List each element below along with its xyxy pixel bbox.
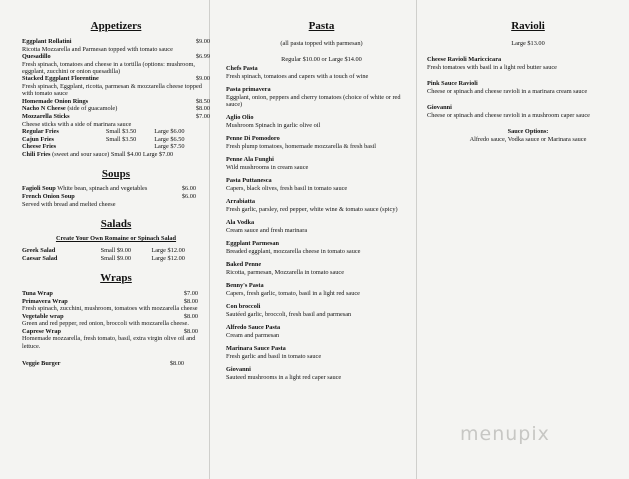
sauce-options-list: Alfredo sauce, Vodka sauce or Marinara sauce [469,136,587,143]
wraps-list [22,290,210,368]
menu-item: Aglio Olio Mushroom Spinach in garlic olive oil [226,114,321,129]
menu-item-desc: Fresh spinach, Eggplant, ricotta, parmesan & mozzarella cheese topped with tomato sauce [22,83,202,98]
menu-item: Caprese Wrap $8.00 [22,327,198,335]
menu-item: Eggplant Rollatini $9.00 [22,38,210,45]
chili-fries-row: Chili Fries (sweet and sour sauce) Small $4.00 Large $7.00 [22,150,174,158]
fries-row: Cajun Fries Small $3.50 Large $6.50 [22,135,185,143]
menu-item: Penne Di Pomodoro Fresh plump tomatoes, homemade mozzarella & fresh basil [226,135,377,150]
menu-item: Arrabiatta Fresh garlic, parsley, red pepper, white wine & tomato sauce (spicy) [226,198,398,213]
menu-item: Pasta Puttanesca Capers, black olives, fresh basil in tomato sauce [226,177,348,192]
fries-row: Regular Fries Small $3.50 Large $6.00 [22,128,185,135]
menu-item: Marinara Sauce Pasta Fresh garlic and basil in tomato sauce [226,345,322,360]
ravioli-list [427,56,629,119]
menu-item: Con broccoli Sautéed garlic, broccoli, fresh basil and parmesan [226,303,352,318]
menu-column-right [417,0,629,479]
menu-item: Cheese Ravioli Mariccicara Fresh tomatoes with basil in a light red butter sauce [427,56,557,71]
menu-item: Chefs Pasta Fresh spinach, tomatoes and capers with a touch of wine [226,65,369,80]
appetizers-heading: Appetizers [90,20,142,32]
salads-subtitle: Create Your Own Romaine or Spinach Salad [55,234,177,242]
menu-item: French Onion Soup $6.00 [22,192,196,200]
menu-item-desc: Fresh spinach, zucchini, mushroom, tomatoes with mozzarella cheese [22,305,198,313]
wraps-heading: Wraps [100,272,132,285]
menu-item: Penne Ala Funghi Wild mushrooms in cream sauce [226,156,309,171]
menu-item: Eggplant Parmesan Breaded eggplant, mozzarella cheese in tomato sauce [226,240,361,255]
menu-item: Giovanni Cheese or spinach and cheese ravioli in a mushroom caper sauce [427,104,590,119]
soups-heading: Soups [101,168,131,181]
salad-row: Caesar Salad Small $9.00 Large $12.00 [22,254,185,262]
menu-item: Homemade Onion Rings $8.50 [22,97,210,105]
fries-row: Cheese Fries Large $7.50 [22,143,185,151]
soups-list [22,185,210,208]
menu-item: Baked Penne Ricotta, parmesan, Mozzarella in tomato sauce [226,261,345,276]
menu-item-desc: Homemade mozzarella, fresh tomato, basil, extra virgin olive oil and lettuce. [22,335,196,350]
menu-item: Fagioli Soup White bean, spinach and vegetables $6.00 [22,185,196,193]
menu-item: Tuna Wrap $7.00 [22,290,198,298]
salads-heading: Salads [100,217,132,230]
menu-column-left [0,0,210,479]
ravioli-heading: Ravioli [511,20,545,32]
menu-item-desc: Fresh spinach, tomatoes and cheese in a tortilla (options: mushroom, eggplant, zucchini or onion quesadilla) [22,60,195,75]
menu-item-desc: Ricotta Mozzarella and Parmesan topped with tomato sauce [22,45,173,53]
menu-item: Ala Vodka Cream sauce and fresh marinara [226,219,308,234]
pasta-subtitle: (all pasta topped with parmesan) [280,40,363,47]
sauce-options-title: Sauce Options: [507,128,549,135]
menu-item: Mozzarella Sticks $7.00 [22,113,210,120]
salads-list [22,247,210,262]
menu-item-desc: Green and red pepper, red onion, broccoli with mozzarella cheese. [22,320,189,328]
menu-column-middle [210,0,417,479]
appetizers-list [22,38,210,158]
menu-item: Stacked Eggplant Florentine $9.00 [22,75,210,83]
ravioli-pricing: Large $13.00 [511,40,545,47]
soups-note: Served with bread and melted cheese [22,200,116,208]
menu-item: Alfredo Sauce Pasta Cream and parmesan [226,324,281,339]
menu-item: Pink Sauce Ravioli Cheese or spinach and cheese ravioli in a marinara cream sauce [427,80,588,95]
menu-item: Primavera Wrap $8.00 [22,297,198,305]
menu-item: Pasta primavera Eggplant, onion, peppers and cherry tomatoes (choice of white or red sauce) [226,86,401,108]
pasta-list [226,65,417,381]
menu-item: Benny's Pasta Capers, fresh garlic, tomato, basil in a light red sauce [226,282,360,297]
menu-item: Vegetable wrap $8.00 [22,312,198,320]
pasta-heading: Pasta [308,20,335,32]
menu-item: Nacho N Cheese (side of guacamole) $8.00 [22,105,210,113]
pasta-pricing: Regular $10.00 or Large $14.00 [281,56,362,63]
menu-item: Veggie Burger $8.00 [22,360,184,368]
menupix-watermark: menupix [460,423,550,445]
menu-item-desc: Cheese sticks with a side of marinara sauce [22,120,132,128]
menu-item: Quesadillo $6.99 [22,53,210,60]
salad-row: Greek Salad Small $9.00 Large $12.00 [22,246,185,254]
menu-item: Giovanni Sauteed mushrooms in a light red caper sauce [226,366,342,381]
